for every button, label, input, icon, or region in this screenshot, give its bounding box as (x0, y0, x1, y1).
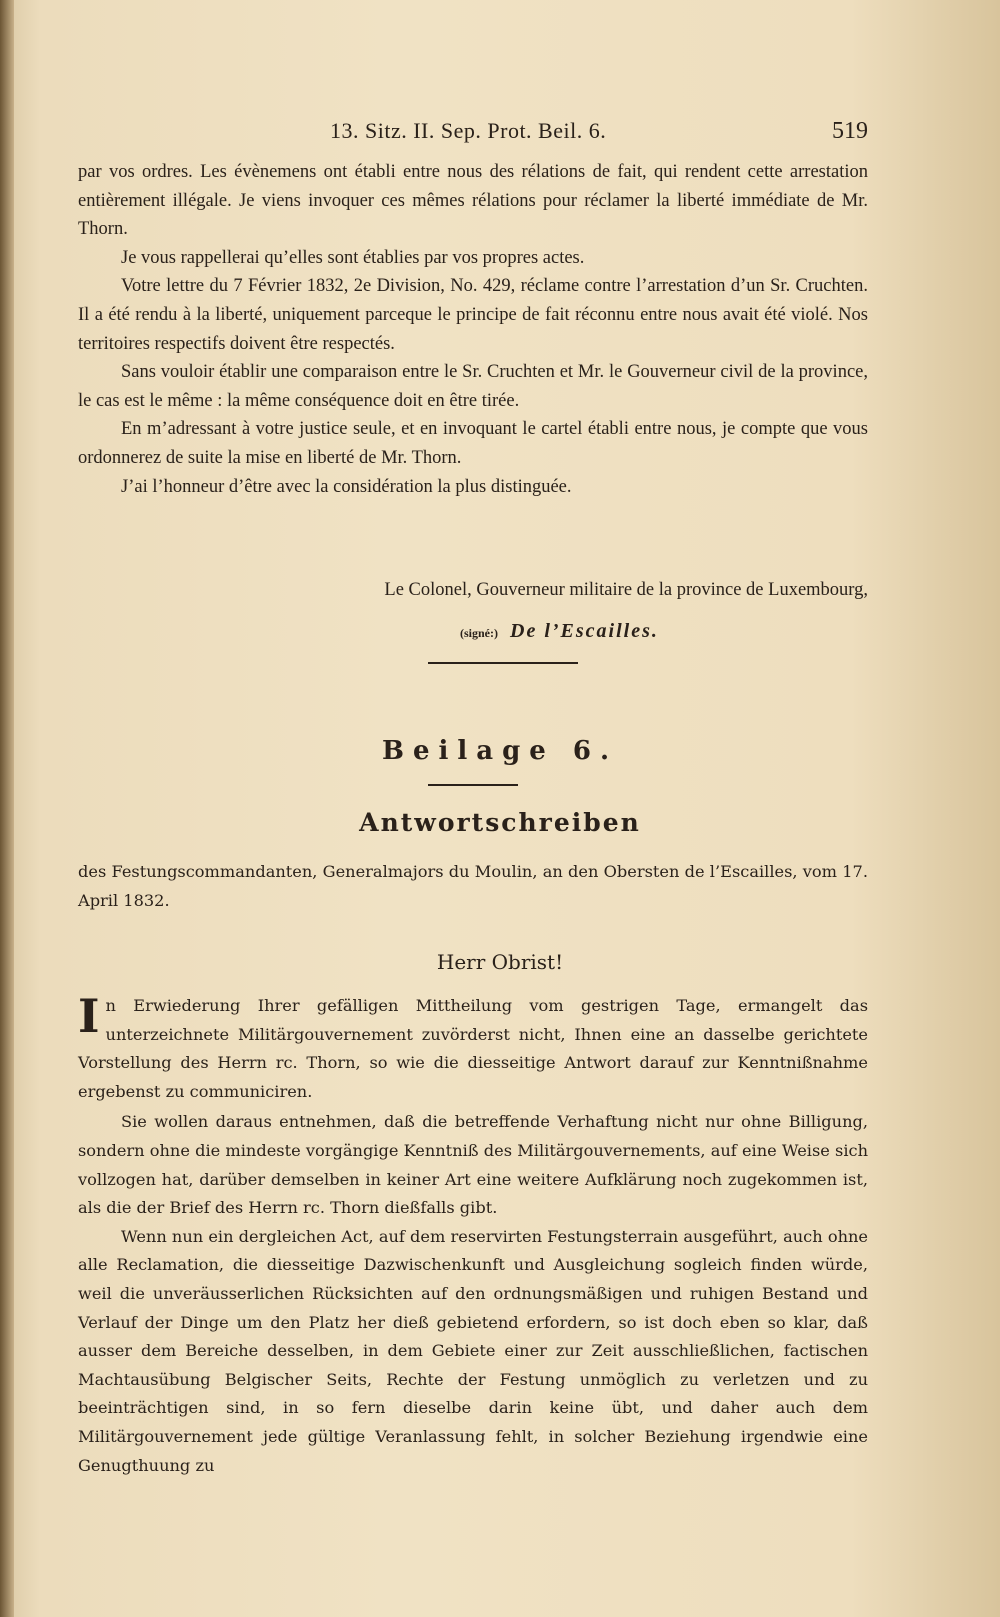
letter-paragraph: par vos ordres. Les évènemens ont établi entre nous des rélations de fait, qui rendent cette arrestation entièrement illégale. Je viens invoquer ces mêmes rélations pour réclamer la liberté immédiate de Mr. Thorn. (78, 162, 868, 240)
salutation: Herr Obrist! (436, 950, 564, 974)
document-heading: Antwortschreiben (359, 808, 641, 837)
german-letter-body (78, 989, 868, 1480)
letter-paragraph: En m’adressant à votre justice seule, et en invoquant le cartel établi entre nous, je compte que vous ordonnerez de suite la mise en liberté de Mr. Thorn. (78, 419, 868, 468)
letter-paragraph: Sans vouloir établir une comparaison entre le Sr. Cruchten et Mr. le Gouverneur civil de la province, le cas est le même : la même conséquence doit en être tirée. (78, 362, 868, 411)
letter-paragraph: J’ai l’honneur d’être avec la considération la plus distinguée. (121, 476, 572, 497)
signature-line: Le Colonel, Gouverneur militaire de la province de Luxembourg, (384, 580, 868, 600)
running-title: 13. Sitz. II. Sep. Prot. Beil. 6. (330, 118, 607, 143)
section-divider (428, 662, 578, 664)
letter-paragraph: Je vous rappellerai qu’elles sont établies par vos propres actes. (121, 247, 585, 268)
document-subtitle (78, 858, 868, 915)
first-paragraph (78, 989, 868, 1106)
french-letter-body (78, 158, 868, 501)
signed-name: De l’Escailles. (510, 620, 659, 642)
subtitle-text: des Festungscommandanten, Generalmajors du Moulin, an den Obersten de l’Escailles, vom 17. April 1832. (78, 862, 868, 910)
letter-paragraph: Sie wollen daraus entnehmen, daß die betreffende Verhaftung nicht nur ohne Billigung, sondern ohne die mindeste vorgängige Kenntniß des Militärgouvernements, auf eine Weise sich vollzogen hat, darüber demselben in keiner Art eine weitere Aufklärung noch zugekommen ist, als die der Brief des Herrn rc. Thorn dießfalls gibt. (78, 1112, 868, 1218)
signed-label: (signé:) (460, 626, 498, 640)
page-number: 519 (832, 118, 868, 144)
letter-paragraph: Votre lettre du 7 Février 1832, 2e Division, No. 429, réclame contre l’arrestation d’un Sr. Cruchten. Il a été rendu à la liberté, uniquement parceque le principe de fait réconnu entre nous avait été violé. Nos territoires respectifs doivent être respectés. (78, 276, 868, 354)
signature-block (460, 620, 659, 643)
drop-capital: I (78, 989, 100, 1043)
title-divider (428, 784, 518, 786)
section-title: Beilage 6. (381, 736, 619, 766)
letter-paragraph: Wenn nun ein dergleichen Act, auf dem reservirten Festungsterrain ausgeführt, auch ohne alle Reclamation, die diesseitige Dazwischenkunft und Ausgleichung sogleich finden würde, weil die unveräusserlichen Rücksichten auf den ordnungsmäßigen und ruhigen Bestand und Verlauf der Dinge um den Platz her dieß gebietend erfordern, so ist doch eben so klar, daß ausser dem Bereiche desselben, in dem Gebiete einer zur Zeit ausschließlichen, factischen Machtausübung Belgischer Seits, Rechte der Festung unmöglich zu verletzen und zu beeinträchtigen sind, in so fern dieselbe darin keine übt, und daher auch dem Militärgouvernement jede gültige Veranlassung fehlt, in solcher Beziehung irgendwie eine Genugthuung zu (78, 1226, 868, 1475)
first-paragraph-text: n Erwiederung Ihrer gefälligen Mittheilung vom gestrigen Tage, ermangelt das unterzeichnete Militärgouvernement zuvörderst nicht, Ihnen eine an dasselbe gerichtete Vorstellung des Herrn rc. Thorn, so wie die diesseitige Antwort darauf zur Kenntnißnahme ergebenst zu communiciren. (78, 996, 868, 1101)
